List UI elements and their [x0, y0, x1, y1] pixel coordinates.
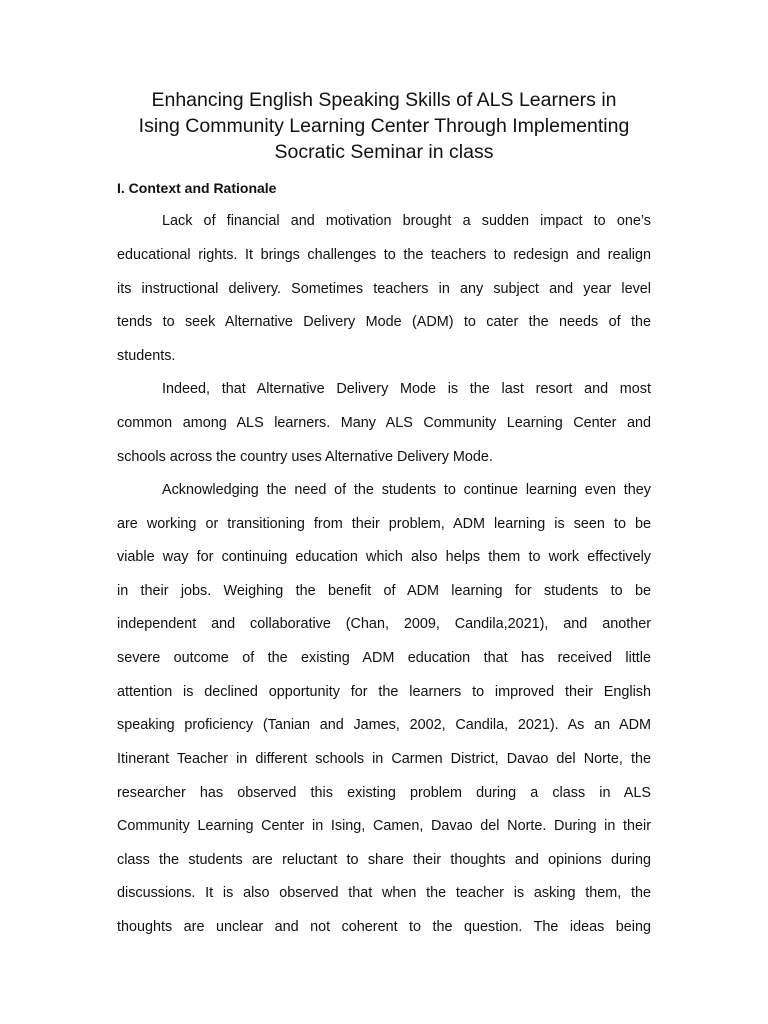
paragraph-line: Itinerant Teacher in different schools in Carmen District, Davao del Norte, the: [117, 751, 651, 767]
paragraph-line: schools across the country uses Alternative Delivery Mode.: [117, 449, 493, 465]
paragraph-line: common among ALS learners. Many ALS Community Learning Center and: [117, 415, 651, 431]
section-heading: I. Context and Rationale: [117, 180, 277, 196]
paragraph-line: attention is declined opportunity for the learners to improved their English: [117, 684, 651, 700]
paragraph-line: class the students are reluctant to share their thoughts and opinions during: [117, 852, 651, 868]
paragraph-line: educational rights. It brings challenges to the teachers to redesign and realign: [117, 247, 651, 263]
paragraph-line: are working or transitioning from their problem, ADM learning is seen to be: [117, 516, 651, 532]
paragraph-line: in their jobs. Weighing the benefit of ADM learning for students to be: [117, 583, 651, 599]
paragraph-line: thoughts are unclear and not coherent to the question. The ideas being: [117, 919, 651, 935]
paragraph-line: tends to seek Alternative Delivery Mode (ADM) to cater the needs of the: [117, 314, 651, 330]
paragraph-line: Lack of financial and motivation brought a sudden impact to one’s: [162, 213, 651, 229]
title-line: Enhancing English Speaking Skills of ALS Learners in: [151, 89, 617, 111]
paragraph-line: its instructional delivery. Sometimes teachers in any subject and year level: [117, 281, 651, 297]
paragraph-line: discussions. It is also observed that when the teacher is asking them, the: [117, 885, 651, 901]
title-line: Ising Community Learning Center Through Implementing: [138, 115, 630, 137]
paragraph-line: speaking proficiency (Tanian and James, 2002, Candila, 2021). As an ADM: [117, 717, 651, 733]
paragraph-line: Acknowledging the need of the students to continue learning even they: [162, 482, 651, 498]
title-line: Socratic Seminar in class: [274, 141, 494, 163]
paragraph-line: viable way for continuing education which also helps them to work effectively: [117, 549, 651, 565]
paragraph-line: students.: [117, 348, 176, 364]
paragraph-line: Indeed, that Alternative Delivery Mode is the last resort and most: [162, 381, 651, 397]
paragraph-line: independent and collaborative (Chan, 2009, Candila,2021), and another: [117, 616, 651, 632]
paragraph-line: researcher has observed this existing problem during a class in ALS: [117, 785, 651, 801]
paragraph-line: severe outcome of the existing ADM education that has received little: [117, 650, 651, 666]
document-title: [80, 87, 688, 165]
paragraph-line: Community Learning Center in Ising, Camen, Davao del Norte. During in their: [117, 818, 651, 834]
